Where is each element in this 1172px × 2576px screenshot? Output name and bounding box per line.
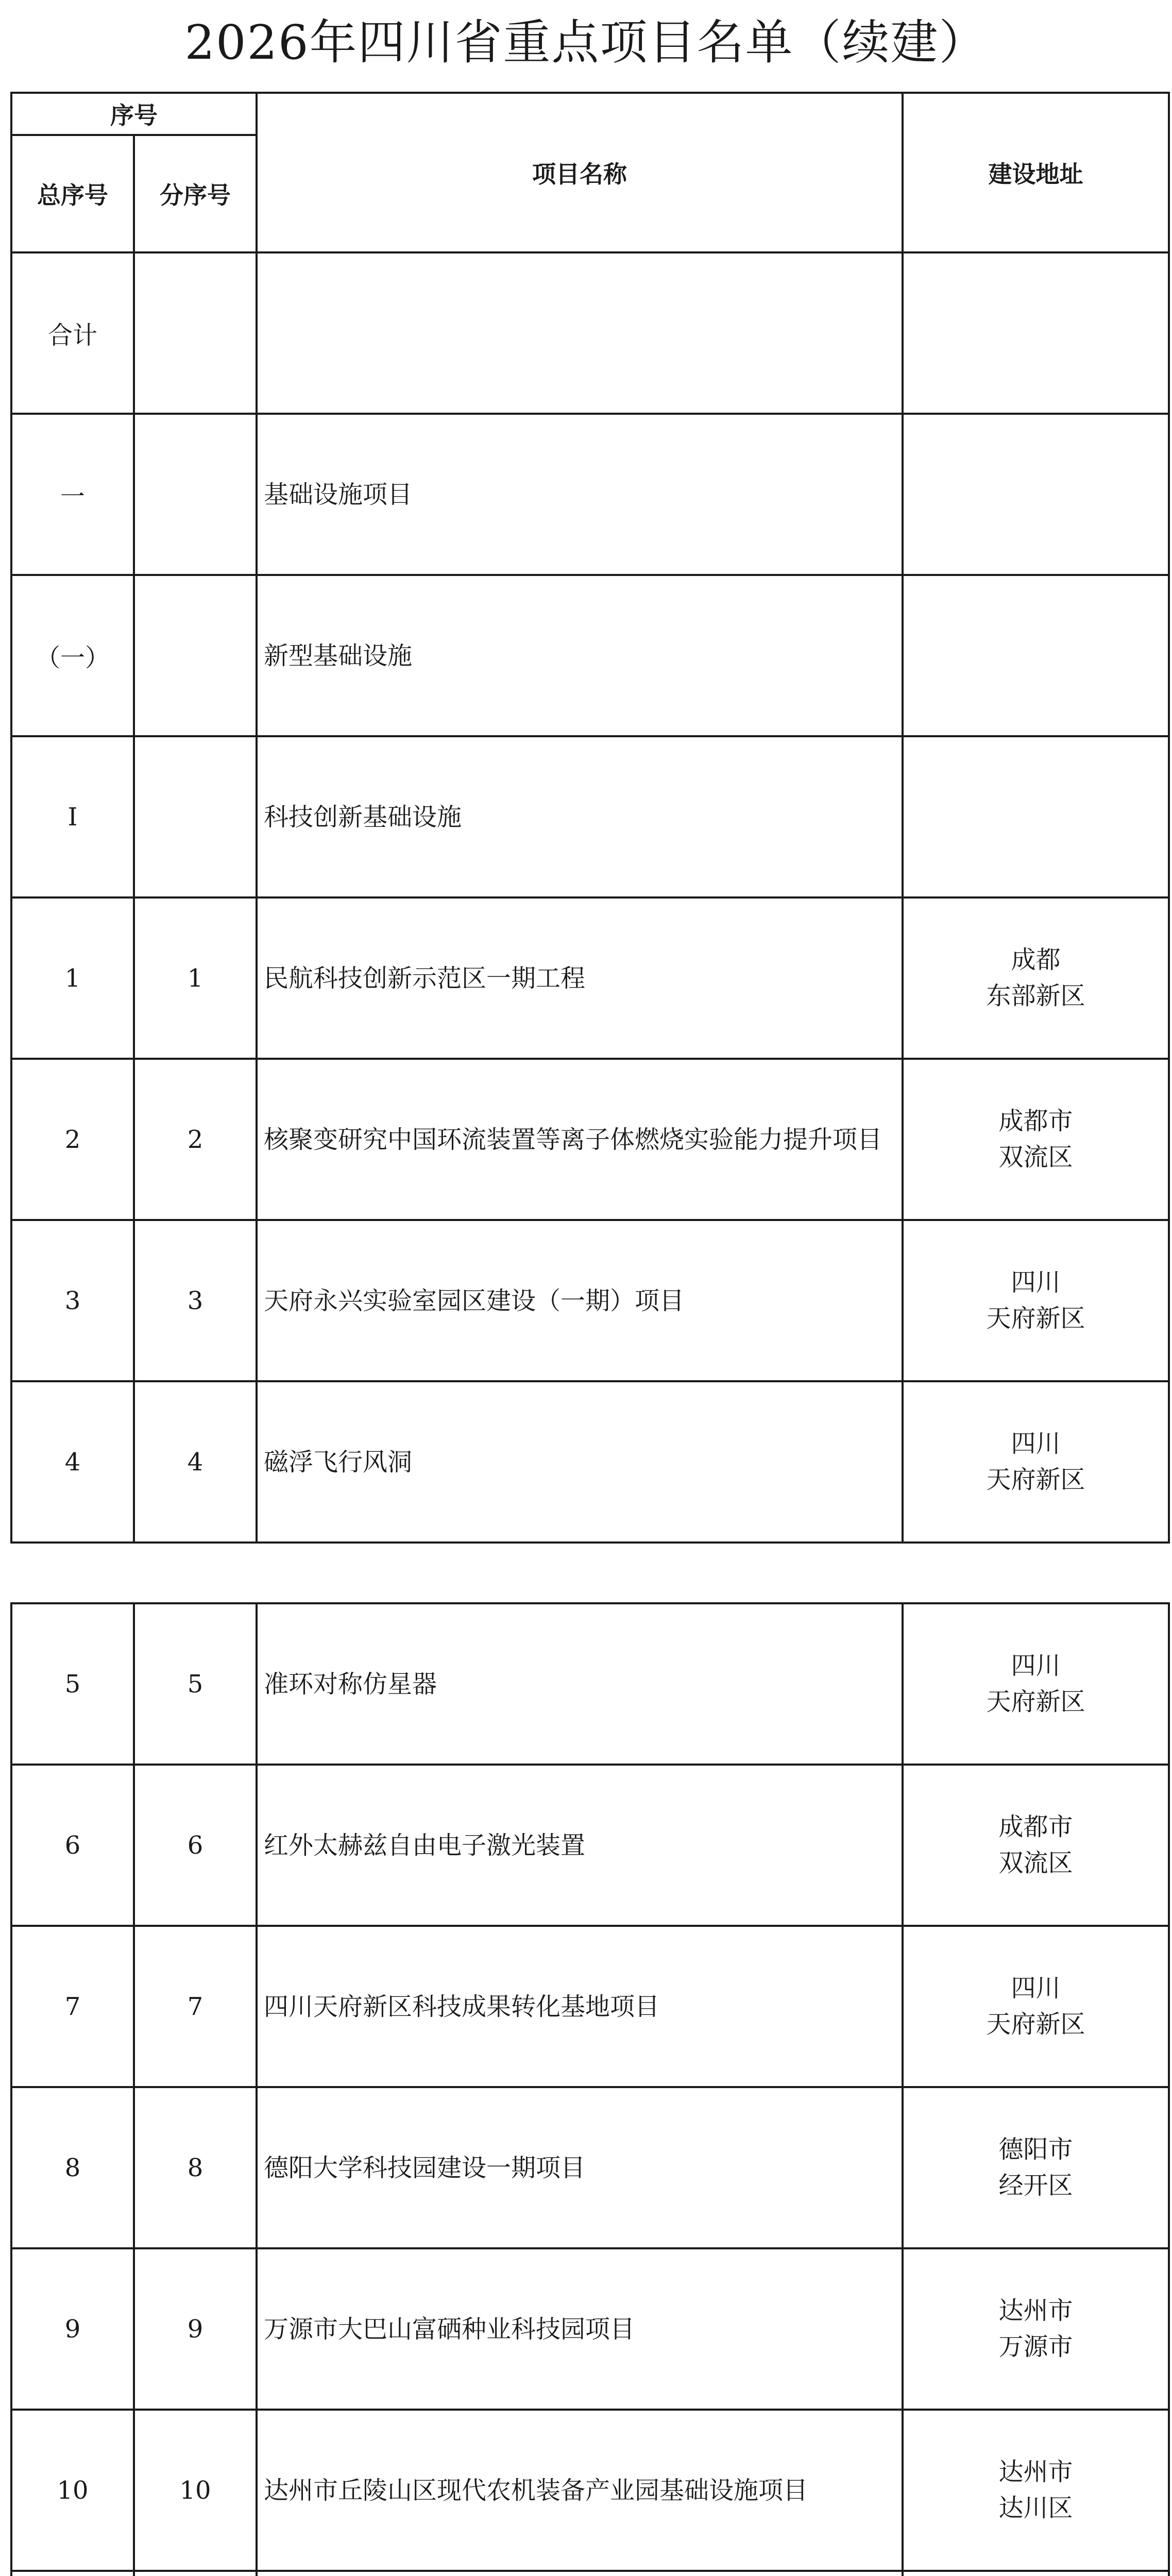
total-seq-cell: 6 bbox=[11, 1765, 134, 1926]
sub-seq-cell: 3 bbox=[134, 1220, 257, 1381]
total-seq-cell: 合计 bbox=[11, 252, 134, 414]
table-row bbox=[11, 1220, 1169, 1381]
location-cell bbox=[903, 1765, 1169, 1926]
table-row bbox=[11, 2248, 1169, 2410]
total-seq-cell bbox=[11, 2571, 134, 2576]
project-name-cell: 新型基础设施 bbox=[257, 575, 903, 736]
location-line: 天府新区 bbox=[986, 1687, 1085, 1716]
sub-seq-cell: 5 bbox=[134, 1603, 257, 1765]
location-cell bbox=[903, 2571, 1169, 2576]
location-cell bbox=[903, 1059, 1169, 1220]
table-row bbox=[11, 2410, 1169, 2571]
header-sub-seq: 分序号 bbox=[134, 135, 257, 252]
location-cell bbox=[903, 575, 1169, 736]
project-name-cell: 准环对称仿星器 bbox=[257, 1603, 903, 1765]
projects-table-part-1 bbox=[10, 92, 1170, 1544]
total-seq-cell: 10 bbox=[11, 2410, 134, 2571]
total-seq-cell: 一 bbox=[11, 414, 134, 575]
sub-seq-cell: 4 bbox=[134, 1381, 257, 1543]
total-seq-cell: 2 bbox=[11, 1059, 134, 1220]
header-location: 建设地址 bbox=[903, 93, 1169, 252]
project-name-cell: 基础设施项目 bbox=[257, 414, 903, 575]
location-line: 经开区 bbox=[998, 2171, 1073, 2200]
header-total-seq: 总序号 bbox=[11, 135, 134, 252]
project-name-cell: 万源市大巴山富硒种业科技园项目 bbox=[257, 2248, 903, 2410]
total-seq-cell: 4 bbox=[11, 1381, 134, 1543]
location-cell bbox=[903, 897, 1169, 1059]
location-cell bbox=[903, 2410, 1169, 2571]
total-seq-cell: 7 bbox=[11, 1926, 134, 2087]
total-seq-cell: 1 bbox=[11, 897, 134, 1059]
document-title: 2026年四川省重点项目名单（续建） bbox=[184, 15, 988, 70]
sub-seq-cell: 6 bbox=[134, 1765, 257, 1926]
table-row bbox=[11, 897, 1169, 1059]
location-line: 双流区 bbox=[998, 1142, 1073, 1172]
sub-seq-cell: 7 bbox=[134, 1926, 257, 2087]
sub-seq-cell bbox=[134, 252, 257, 414]
location-cell bbox=[903, 414, 1169, 575]
location-line: 天府新区 bbox=[986, 2009, 1085, 2039]
location-line: 四川 bbox=[1011, 1651, 1061, 1680]
project-name-cell: 达州市丘陵山区现代农机装备产业园基础设施项目 bbox=[257, 2410, 903, 2571]
table-row bbox=[11, 2571, 1169, 2576]
sub-seq-cell bbox=[134, 414, 257, 575]
location-cell bbox=[903, 252, 1169, 414]
sub-seq-cell: 1 bbox=[134, 897, 257, 1059]
location-line: 四川 bbox=[1011, 1267, 1061, 1297]
project-name-cell: 红外太赫兹自由电子激光装置 bbox=[257, 1765, 903, 1926]
total-seq-cell: 5 bbox=[11, 1603, 134, 1765]
total-seq-cell: 3 bbox=[11, 1220, 134, 1381]
location-line: 天府新区 bbox=[986, 1303, 1085, 1333]
table-row bbox=[11, 252, 1169, 414]
table-row bbox=[11, 2087, 1169, 2248]
location-line: 达州市 bbox=[998, 2296, 1073, 2325]
table-body-2 bbox=[11, 1603, 1169, 2576]
table-row bbox=[11, 1059, 1169, 1220]
sub-seq-cell: 9 bbox=[134, 2248, 257, 2410]
location-cell bbox=[903, 736, 1169, 897]
location-cell bbox=[903, 1220, 1169, 1381]
project-name-cell: 磁浮飞行风洞 bbox=[257, 1381, 903, 1543]
location-line: 成都市 bbox=[998, 1812, 1073, 1841]
table-row bbox=[11, 736, 1169, 897]
location-line: 成都 bbox=[1011, 945, 1061, 974]
location-cell bbox=[903, 1926, 1169, 2087]
table-body-1 bbox=[11, 252, 1169, 1543]
project-name-cell: 核聚变研究中国环流装置等离子体燃烧实验能力提升项目 bbox=[257, 1059, 903, 1220]
location-cell bbox=[903, 2087, 1169, 2248]
projects-table-part-2 bbox=[10, 1602, 1170, 2576]
sub-seq-cell: 10 bbox=[134, 2410, 257, 2571]
location-line: 达州市 bbox=[998, 2457, 1073, 2486]
location-cell bbox=[903, 1603, 1169, 1765]
sub-seq-cell bbox=[134, 575, 257, 736]
sub-seq-cell: 2 bbox=[134, 1059, 257, 1220]
project-name-cell: 科技创新基础设施 bbox=[257, 736, 903, 897]
location-cell bbox=[903, 1381, 1169, 1543]
location-line: 成都市 bbox=[998, 1106, 1073, 1136]
table-row bbox=[11, 1765, 1169, 1926]
table-row bbox=[11, 1603, 1169, 1765]
sub-seq-cell: 8 bbox=[134, 2087, 257, 2248]
table-row bbox=[11, 1926, 1169, 2087]
total-seq-cell: 9 bbox=[11, 2248, 134, 2410]
project-name-cell: 四川天府新区科技成果转化基地项目 bbox=[257, 1926, 903, 2087]
total-seq-cell: 8 bbox=[11, 2087, 134, 2248]
location-line: 德阳市 bbox=[998, 2134, 1073, 2164]
project-name-cell: 天府永兴实验室园区建设（一期）项目 bbox=[257, 1220, 903, 1381]
location-line: 东部新区 bbox=[986, 981, 1085, 1010]
sub-seq-cell bbox=[134, 2571, 257, 2576]
location-line: 四川 bbox=[1011, 1429, 1061, 1458]
project-name-cell bbox=[257, 252, 903, 414]
table-row bbox=[11, 575, 1169, 736]
location-line: 达川区 bbox=[998, 2493, 1073, 2522]
location-line: 天府新区 bbox=[986, 1465, 1085, 1494]
location-line: 万源市 bbox=[998, 2332, 1073, 2361]
project-name-cell: 德阳大学科技园建设一期项目 bbox=[257, 2087, 903, 2248]
total-seq-cell: （一） bbox=[11, 575, 134, 736]
location-line: 四川 bbox=[1011, 1973, 1061, 2003]
project-name-cell: 民航科技创新示范区一期工程 bbox=[257, 897, 903, 1059]
header-seq-group: 序号 bbox=[11, 93, 257, 135]
header-project-name: 项目名称 bbox=[257, 93, 903, 252]
location-cell bbox=[903, 2248, 1169, 2410]
sub-seq-cell bbox=[134, 736, 257, 897]
table-row bbox=[11, 1381, 1169, 1543]
total-seq-cell: Ⅰ bbox=[11, 736, 134, 897]
project-name-cell bbox=[257, 2571, 903, 2576]
location-line: 双流区 bbox=[998, 1848, 1073, 1877]
table-row bbox=[11, 414, 1169, 575]
